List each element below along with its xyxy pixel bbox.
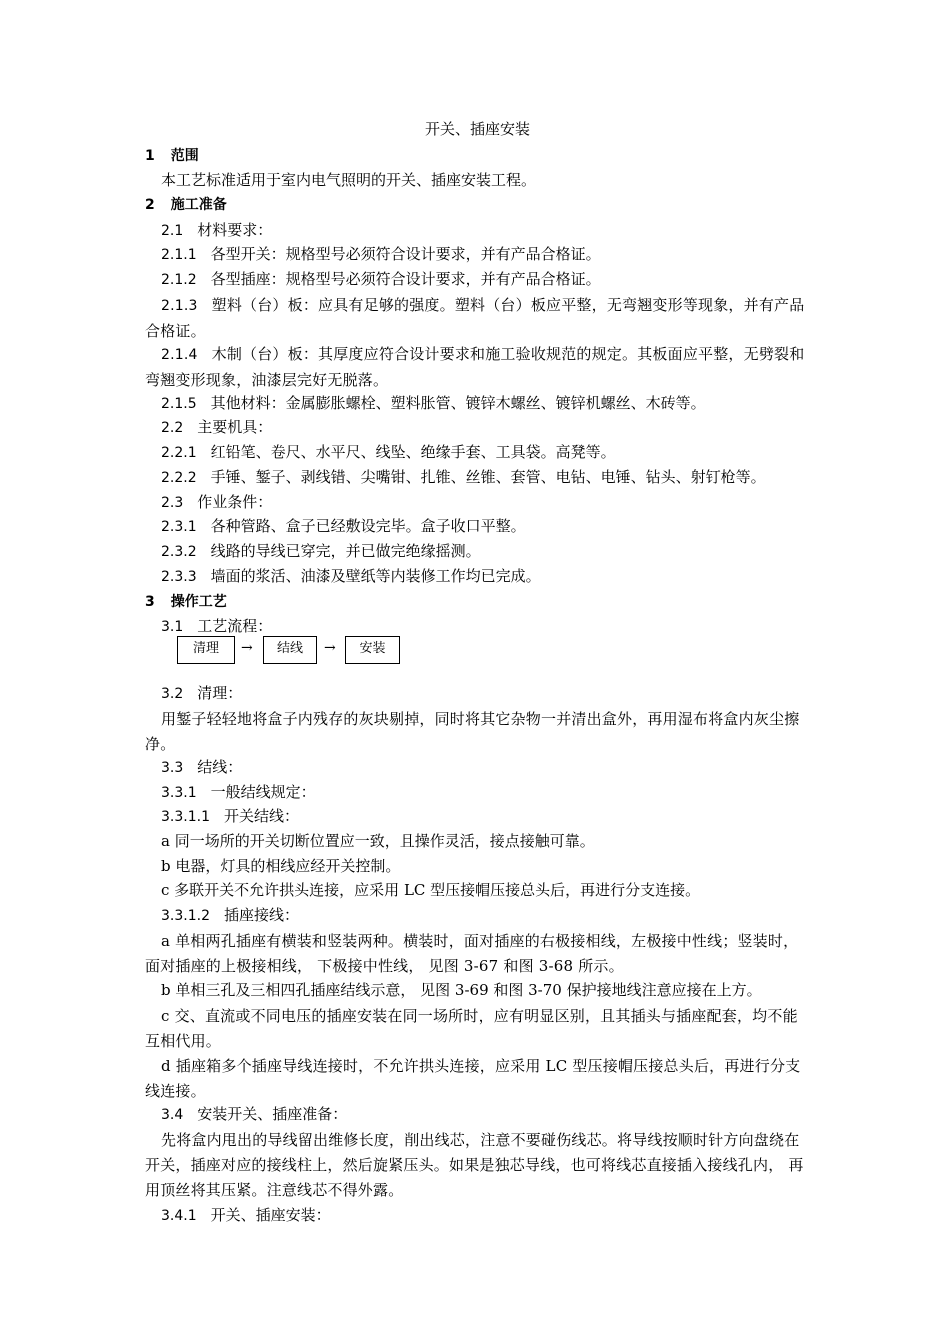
flow-step-install: 安装 (345, 636, 400, 664)
document-title: 开关、插座安装 (424, 120, 530, 138)
item-text: 开关结线： (223, 807, 299, 825)
item-2-3-1 (145, 516, 810, 537)
item-2-1 (145, 220, 810, 241)
section-label: 操作工艺 (170, 594, 227, 610)
item-number: 2.1 (161, 223, 184, 239)
item-3-4-1 (145, 1205, 810, 1226)
item-number: 3.2 (161, 686, 184, 702)
item-3-3-1-2 (145, 905, 810, 926)
item-text: 木制（台）板：其厚度应符合设计要求和施工验收规范的规定。其板面应平整，无劈裂和弯翘变形现象，油漆层完好无脱落。 (145, 345, 805, 389)
item-2-1-5 (145, 393, 810, 414)
item-number: 2.1.1 (161, 247, 197, 263)
item-text: 塑料（台）板：应具有足够的强度。塑料（台）板应平整，无弯翘变形等现象，并有产品合格证。 (145, 296, 805, 340)
item-2-3-3 (145, 566, 810, 587)
paragraph-scope: 本工艺标准适用于室内电气照明的开关、插座安装工程。 (161, 171, 537, 189)
item-text: 开关、插座安装： (210, 1206, 331, 1224)
item-text: 墙面的浆活、油漆及壁纸等内装修工作均已完成。 (210, 567, 541, 585)
item-number: 3.3 (161, 760, 184, 776)
section-label: 施工准备 (170, 197, 227, 213)
item-text: 各型插座：规格型号必须符合设计要求，并有产品合格证。 (210, 270, 601, 288)
item-3-2 (145, 683, 810, 704)
socket-rule-b: b 单相三孔及三相四孔插座结线示意， 见图 3-69 和图 3-70 保护接地线注意应接在上方。 (161, 981, 762, 999)
flow-step-clean: 清理 (177, 636, 235, 664)
item-2-1-2 (145, 269, 810, 290)
item-number: 2.1.2 (161, 272, 197, 288)
arrow-right-icon: → (241, 640, 253, 656)
item-2-1-4 (145, 342, 810, 393)
item-number: 2.3.2 (161, 544, 197, 560)
switch-rule-c: c 多联开关不允许拱头连接，应采用 LC 型压接帽压接总头后，再进行分支连接。 (161, 881, 701, 899)
item-text: 安装开关、插座准备： (197, 1105, 348, 1123)
socket-rule-d: d 插座箱多个插座导线连接时，不允许拱头连接，应采用 LC 型压接帽压接总头后，再进行分支线连接。 (145, 1057, 801, 1100)
switch-rule-a: a 同一场所的开关切断位置应一致，且操作灵活，接点接触可靠。 (161, 832, 595, 850)
item-number: 2.3.1 (161, 519, 197, 535)
item-3-3 (145, 757, 810, 778)
item-text: 工艺流程： (197, 617, 273, 635)
section-3-heading (145, 591, 810, 612)
item-number: 3.3.1.1 (161, 809, 210, 825)
item-text: 红铅笔、卷尺、水平尺、线坠、绝缘手套、工具袋。高凳等。 (210, 443, 616, 461)
item-text: 手锤、錾子、剥线错、尖嘴钳、扎锥、丝锥、套管、电钻、电锤、钻头、射钉枪等。 (210, 468, 766, 486)
item-text: 主要机具： (197, 418, 273, 436)
item-2-3-2 (145, 541, 810, 562)
item-2-1-3 (145, 293, 810, 344)
item-text: 作业条件： (197, 493, 273, 511)
item-2-2-2 (145, 467, 810, 488)
socket-rule-c: c 交、直流或不同电压的插座安装在同一场所时，应有明显区别，且其插头与插座配套，均不能互相代用。 (145, 1007, 798, 1050)
item-number: 2.3 (161, 495, 184, 511)
section-number: 2 (145, 197, 155, 213)
item-text: 各型开关：规格型号必须符合设计要求，并有产品合格证。 (210, 245, 601, 263)
item-number: 3.1 (161, 619, 184, 635)
item-number: 3.3.1.2 (161, 908, 210, 924)
item-number: 3.4.1 (161, 1208, 197, 1224)
item-text: 其他材料：金属膨胀螺栓、塑料胀管、镀锌木螺丝、镀锌机螺丝、木砖等。 (210, 394, 706, 412)
flow-step-wire: 结线 (263, 636, 317, 664)
item-number: 2.2 (161, 420, 184, 436)
arrow-right-icon: → (324, 640, 336, 656)
item-3-4 (145, 1104, 810, 1125)
item-number: 3.4 (161, 1107, 184, 1123)
item-2-3 (145, 492, 810, 513)
item-text: 线路的导线已穿完，并已做完绝缘摇测。 (210, 542, 481, 560)
item-number: 2.3.3 (161, 569, 197, 585)
section-number: 3 (145, 594, 155, 610)
item-3-3-1 (145, 782, 810, 803)
item-2-2-1 (145, 442, 810, 463)
item-number: 2.2.2 (161, 470, 197, 486)
item-text: 结线： (197, 758, 243, 776)
paragraph-clean: 用錾子轻轻地将盒子内残存的灰块剔掉，同时将其它杂物一并清出盒外，再用湿布将盒内灰尘擦净。 (145, 710, 800, 753)
item-text: 一般结线规定： (210, 783, 316, 801)
item-text: 材料要求： (197, 221, 273, 239)
paragraph-prep: 先将盒内甩出的导线留出维修长度，削出线芯，注意不要碰伤线芯。将导线按顺时针方向盘绕在开关，插座对应的接线柱上，然后旋紧压头。如果是独芯导线，也可将线芯直接插入接线孔内， 再用顶丝将其压紧。注意线芯不得外露。 (145, 1131, 804, 1199)
item-text: 各种管路、盒子已经敷设完毕。盒子收口平整。 (210, 517, 526, 535)
switch-rule-b: b 电器，灯具的相线应经开关控制。 (161, 857, 401, 875)
section-number: 1 (145, 148, 155, 164)
item-text: 清理： (197, 684, 243, 702)
item-2-1-1 (145, 244, 810, 265)
item-number: 2.1.4 (161, 347, 198, 363)
item-text: 插座接线： (223, 906, 299, 924)
item-3-1 (145, 616, 810, 637)
section-1-heading (145, 145, 810, 166)
section-label: 范围 (170, 148, 199, 164)
section-2-heading (145, 194, 810, 215)
socket-rule-a: a 单相两孔插座有横装和竖装两种。横装时，面对插座的右极接相线，左极接中性线；竖装时，面对插座的上极接相线， 下极接中性线， 见图 3-67 和图 3-68 所示。 (145, 932, 799, 975)
item-number: 2.2.1 (161, 445, 197, 461)
item-number: 2.1.3 (161, 298, 198, 314)
item-2-2 (145, 417, 810, 438)
item-number: 3.3.1 (161, 785, 197, 801)
item-number: 2.1.5 (161, 396, 197, 412)
item-3-3-1-1 (145, 806, 810, 827)
